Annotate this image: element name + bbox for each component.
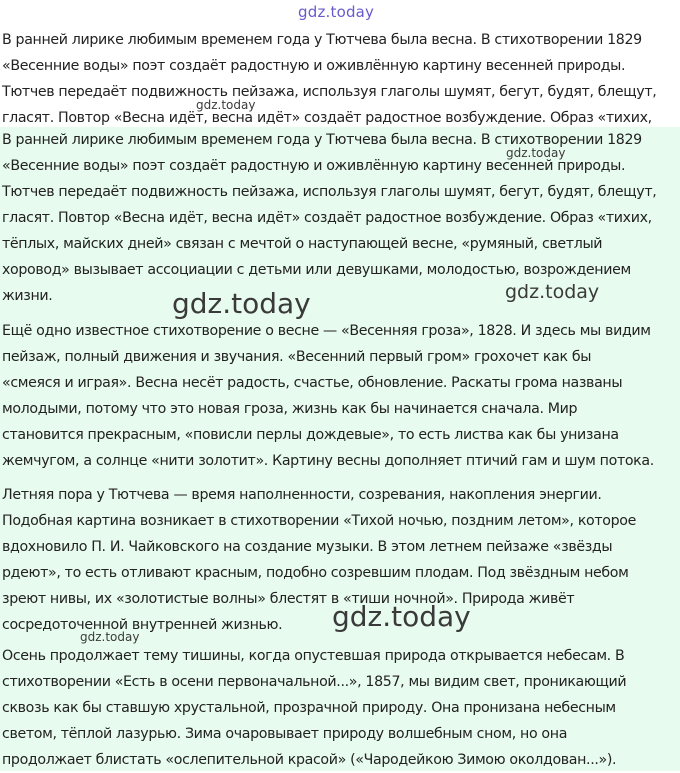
site-watermark: gdz.today — [505, 281, 600, 303]
text-line: Подобная картина возникает в стихотворении «Тихой ночью, поздним летом», которое — [2, 513, 636, 529]
site-watermark: gdz.today — [506, 146, 566, 160]
text-line: гласят. Повтор «Весна идёт, весна идёт» создаёт радостное возбуждение. Образ «тихих, — [2, 210, 652, 226]
text-line: сквозь как бы ставшую хрустальной, прозрачной природу. Она пронизана небесным — [2, 700, 616, 716]
text-line: сосредоточенной внутренней жизнью. — [2, 617, 283, 633]
site-watermark: gdz.today — [332, 600, 471, 633]
text-line: Летняя пора у Тютчева — время наполненности, созревания, накопления энергии. — [2, 487, 602, 503]
site-watermark-top: gdz.today — [298, 3, 375, 21]
text-line: жемчугом, а солнце «нити золотит». Картину весны дополняет птичий гам и шум потока. — [2, 453, 654, 469]
text-line: «Весенние воды» поэт создаёт радостную и оживлённую картину весенней природы. — [2, 158, 626, 174]
text-line: Тютчев передаёт подвижность пейзажа, используя глаголы шумят, бегут, будят, блещут, — [2, 84, 657, 100]
autumn-winter-paragraph — [2, 643, 678, 773]
text-line: Осень продолжает тему тишины, когда опустевшая природа открывается небесам. В — [2, 648, 625, 664]
text-line: жизни. — [2, 288, 53, 304]
spring-storm-paragraph — [2, 318, 678, 474]
text-line: молодыми, потому что это новая гроза, жизнь как бы начинается сначала. Мир — [2, 401, 578, 417]
text-line: стихотворении «Есть в осени первоначальной...», 1857, мы видим свет, проникающий — [2, 674, 627, 690]
text-line: В ранней лирике любимым временем года у Тютчева была весна. В стихотворении 1829 — [2, 132, 642, 148]
site-watermark: gdz.today — [80, 630, 140, 644]
intro-paragraph — [2, 27, 678, 131]
text-line: «Весенние воды» поэт создаёт радостную и оживлённую картину весенней природы. — [2, 58, 626, 74]
text-line: вдохновило П. И. Чайковского на создание музыки. В этом летнем пейзаже «звёзды — [2, 539, 613, 555]
text-line: светом, тёплой лазурью. Зима очаровывает природу волшебным сном, но она — [2, 726, 568, 742]
text-line: становится прекрасным, «повисли перлы дождевые», то есть листва как бы унизана — [2, 427, 619, 443]
text-line: продолжает блистать «ослепительной красой» («Чародейкою Зимою околдован...»). — [2, 752, 617, 768]
text-line: хоровод» вызывает ассоциации с детьми или девушками, молодостью, возрождением — [2, 262, 631, 278]
site-watermark: gdz.today — [172, 287, 311, 320]
text-line: «смеяся и играя». Весна несёт радость, счастье, обновление. Раскаты грома названы — [2, 375, 623, 391]
text-line: пейзаж, полный движения и звучания. «Весенний первый гром» грохочет как бы — [2, 349, 592, 365]
text-line: тёплых, майских дней» связан с мечтой о наступающей весне, «румяный, светлый — [2, 236, 603, 252]
text-line: рдеют», то есть отливают красным, подобно созревшим плодам. Под звёздным небом — [2, 565, 629, 581]
text-line: Тютчев передаёт подвижность пейзажа, используя глаголы шумят, бегут, будят, блещут, — [2, 184, 657, 200]
site-watermark: gdz.today — [196, 98, 256, 112]
text-line: гласят. Повтор «Весна идёт, весна идёт» создаёт радостное возбуждение. Образ «тихих, — [2, 110, 652, 126]
text-line: Ещё одно известное стихотворение о весне — «Весенняя гроза», 1828. И здесь мы видим — [2, 323, 651, 339]
text-line: В ранней лирике любимым временем года у Тютчева была весна. В стихотворении 1829 — [2, 32, 642, 48]
text-line: зреют нивы, их «золотистые волны» блестят в «тиши ночной». Природа живёт — [2, 591, 575, 607]
